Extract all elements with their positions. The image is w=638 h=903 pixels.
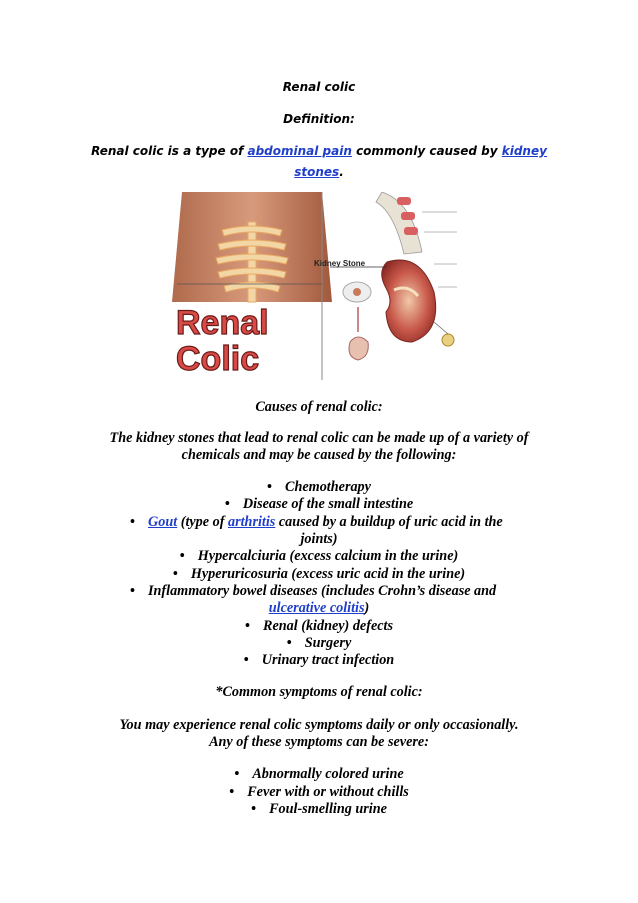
abdominal-pain-link[interactable]: abdominal pain (247, 144, 352, 158)
cause-item-uti: • Urinary tract infection (243, 652, 395, 668)
cause-item-surgery: • Surgery (286, 635, 352, 651)
bullet: • (286, 635, 292, 651)
bullet: • (229, 784, 235, 800)
definition-line-2: stones. (294, 165, 344, 179)
cause-item-small-intestine: • Disease of the small intestine (224, 496, 414, 512)
anatomy-illustration (172, 192, 464, 380)
bullet: • (234, 766, 240, 782)
bullet: • (130, 514, 135, 530)
ulcerative-colitis-link[interactable]: ulcerative colitis (268, 600, 365, 616)
bullet: • (251, 801, 257, 817)
cause-item-gout: • Gout (type of arthritis caused by a buildup of uric acid in the (130, 514, 503, 530)
page-title: Renal colic (282, 80, 356, 94)
kidney-stone-label: Kidney Stone (314, 259, 366, 268)
bullet: • (172, 566, 178, 582)
spine-ribs (216, 222, 288, 302)
bullet: • (130, 583, 135, 599)
causes-intro-line-2: chemicals and may be caused by the following: (181, 447, 457, 463)
kidney-drawing (382, 260, 436, 342)
arthritis-link[interactable]: arthritis (228, 514, 276, 530)
causes-heading: Causes of renal colic: (255, 399, 383, 415)
cause-item-hypercalciuria: • Hypercalciuria (excess calcium in the urine) (179, 548, 459, 564)
cause-item-hyperuricosuria: • Hyperuricosuria (excess uric acid in the urine) (172, 566, 466, 582)
cause-item-gout-line-2: joints) (300, 531, 338, 547)
bullet: • (244, 618, 250, 634)
symptoms-intro-line-1: You may experience renal colic symptoms daily or only occasionally. (119, 717, 519, 733)
cause-item-chemotherapy: • Chemotherapy (267, 479, 371, 495)
bullet: • (179, 548, 185, 564)
colic-word: Colic (176, 340, 260, 378)
causes-intro-line-1: The kidney stones that lead to renal colic can be made up of a variety of (109, 430, 529, 446)
renal-colic-illustration (172, 192, 464, 380)
symptom-item-fever: • Fever with or without chills (229, 784, 409, 800)
cause-item-renal-defects: • Renal (kidney) defects (244, 618, 393, 634)
symptom-item-foul-urine: • Foul-smelling urine (251, 801, 387, 817)
bullet: • (243, 652, 249, 668)
kidney-stones-link-part2[interactable]: stones (294, 165, 340, 179)
renal-word: Renal (176, 304, 269, 342)
definition-heading: Definition: (283, 112, 355, 126)
cause-item-ibd: • Inflammatory bowel diseases (includes Crohn’s disease and (130, 583, 497, 599)
definition-line-1: Renal colic is a type of abdominal pain commonly caused by kidney (91, 144, 547, 158)
cause-item-ibd-line-2: ulcerative colitis) (268, 600, 370, 616)
gout-link[interactable]: Gout (148, 514, 178, 530)
bullet: • (267, 479, 272, 495)
symptoms-heading: *Common symptoms of renal colic: (215, 684, 423, 700)
symptom-item-urine-color: • Abnormally colored urine (234, 766, 404, 782)
bullet: • (224, 496, 230, 512)
symptoms-intro-line-2: Any of these symptoms can be severe: (209, 734, 429, 750)
kidney-stones-link-part1[interactable]: kidney (501, 144, 547, 158)
